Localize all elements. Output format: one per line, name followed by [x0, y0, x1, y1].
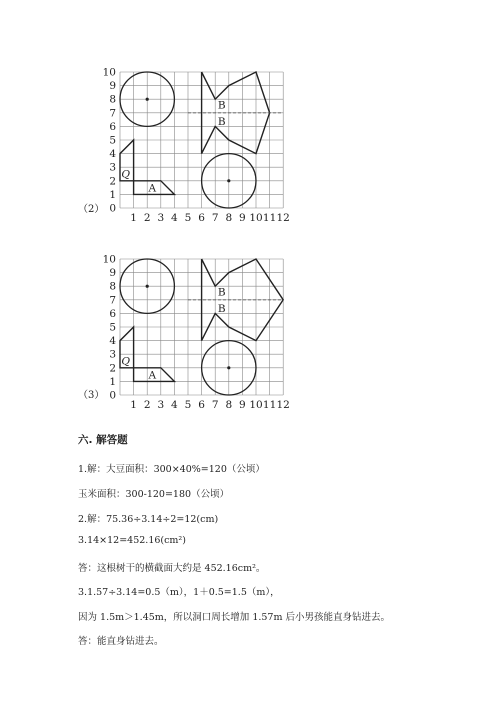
y-tick-label: 5	[109, 321, 116, 334]
x-tick-label: 5	[184, 399, 192, 411]
y-tick-label: 3	[109, 161, 116, 174]
y-tick-label: 8	[109, 280, 116, 293]
label-a: A	[148, 369, 157, 382]
y-tick-label: 9	[109, 80, 116, 93]
y-tick-label: 1	[109, 375, 116, 388]
x-tick-label: 6	[198, 212, 205, 224]
x-tick-label: 4	[171, 212, 178, 224]
x-tick-label: 8	[225, 212, 233, 224]
answer-line-4: 3.14×12=452.16(cm²)	[78, 535, 186, 546]
circle-center-dot	[227, 366, 230, 369]
x-tick-label: 1	[130, 212, 137, 224]
x-tick-label: 11	[262, 212, 277, 224]
answer-line-6: 3.1.57÷3.14=0.5（m），1＋0.5=1.5（m），	[78, 587, 280, 598]
x-tick-label: 12	[276, 212, 290, 224]
y-tick-label: 6	[109, 307, 116, 320]
y-tick-label: 9	[109, 267, 116, 280]
x-tick-label: 7	[211, 399, 219, 411]
grid-figure-2-svg	[0, 58, 500, 238]
circle-center-dot	[227, 179, 230, 182]
answer-line-7: 因为 1.5m＞1.45m，所以洞口周长增加 1.57m 后小男孩能直身钻进去。	[78, 612, 390, 623]
x-tick-label: 4	[171, 399, 178, 411]
label-b-top: B	[217, 99, 226, 112]
answer-line-2: 玉米面积：300-120=180（公顷）	[78, 489, 230, 500]
label-q: Q	[121, 355, 130, 368]
label-b-bottom: B	[217, 303, 226, 316]
y-tick-label: 10	[102, 253, 116, 266]
x-tick-label: 12	[276, 399, 290, 411]
label-b-bottom: B	[217, 116, 226, 129]
label-q: Q	[121, 168, 130, 181]
x-tick-label: 7	[211, 212, 219, 224]
label-b-top: B	[217, 286, 226, 299]
answer-line-5: 答：这根树干的横截面大约是 452.16cm²。	[78, 563, 266, 574]
y-tick-label: 8	[109, 93, 116, 106]
label-a: A	[148, 182, 157, 195]
figure-label-3: （3）	[78, 390, 105, 401]
y-tick-label: 4	[109, 335, 116, 348]
y-tick-label: 7	[109, 107, 116, 120]
x-tick-label: 10	[249, 399, 263, 411]
circle-center-dot	[146, 285, 149, 288]
y-tick-label: 10	[102, 66, 116, 79]
x-tick-label: 11	[262, 399, 277, 411]
grid-figure-3-svg	[0, 245, 500, 425]
y-tick-label: 4	[109, 148, 116, 161]
y-tick-label: 7	[109, 294, 116, 307]
x-tick-label: 5	[184, 212, 192, 224]
x-tick-label: 9	[239, 212, 246, 224]
x-tick-label: 3	[157, 212, 165, 224]
figure-label-2: （2）	[78, 204, 105, 215]
y-tick-label: 2	[109, 175, 116, 188]
answer-line-1: 1.解：大豆面积：300×40%=120（公顷）	[78, 464, 265, 475]
x-tick-label: 1	[130, 399, 137, 411]
y-tick-label: 5	[109, 134, 116, 147]
x-tick-label: 10	[249, 212, 263, 224]
x-tick-label: 9	[239, 399, 246, 411]
x-tick-label: 8	[225, 399, 233, 411]
y-tick-label: 6	[109, 120, 116, 133]
answer-line-3: 2.解：75.36÷3.14÷2=12(cm)	[78, 514, 219, 525]
y-tick-label: 1	[109, 188, 116, 201]
answer-line-8: 答：能直身钻进去。	[78, 636, 164, 647]
grid-figure-3	[0, 245, 500, 425]
x-tick-label: 2	[143, 212, 151, 224]
y-tick-label: 3	[109, 348, 116, 361]
x-tick-label: 3	[157, 399, 165, 411]
y-tick-label: 0	[109, 389, 116, 402]
section-heading: 六. 解答题	[78, 434, 128, 446]
grid-figure-2	[0, 58, 500, 238]
x-tick-label: 6	[198, 399, 205, 411]
x-tick-label: 2	[143, 399, 151, 411]
circle-center-dot	[146, 98, 149, 101]
y-tick-label: 2	[109, 362, 116, 375]
y-tick-label: 0	[109, 202, 116, 215]
